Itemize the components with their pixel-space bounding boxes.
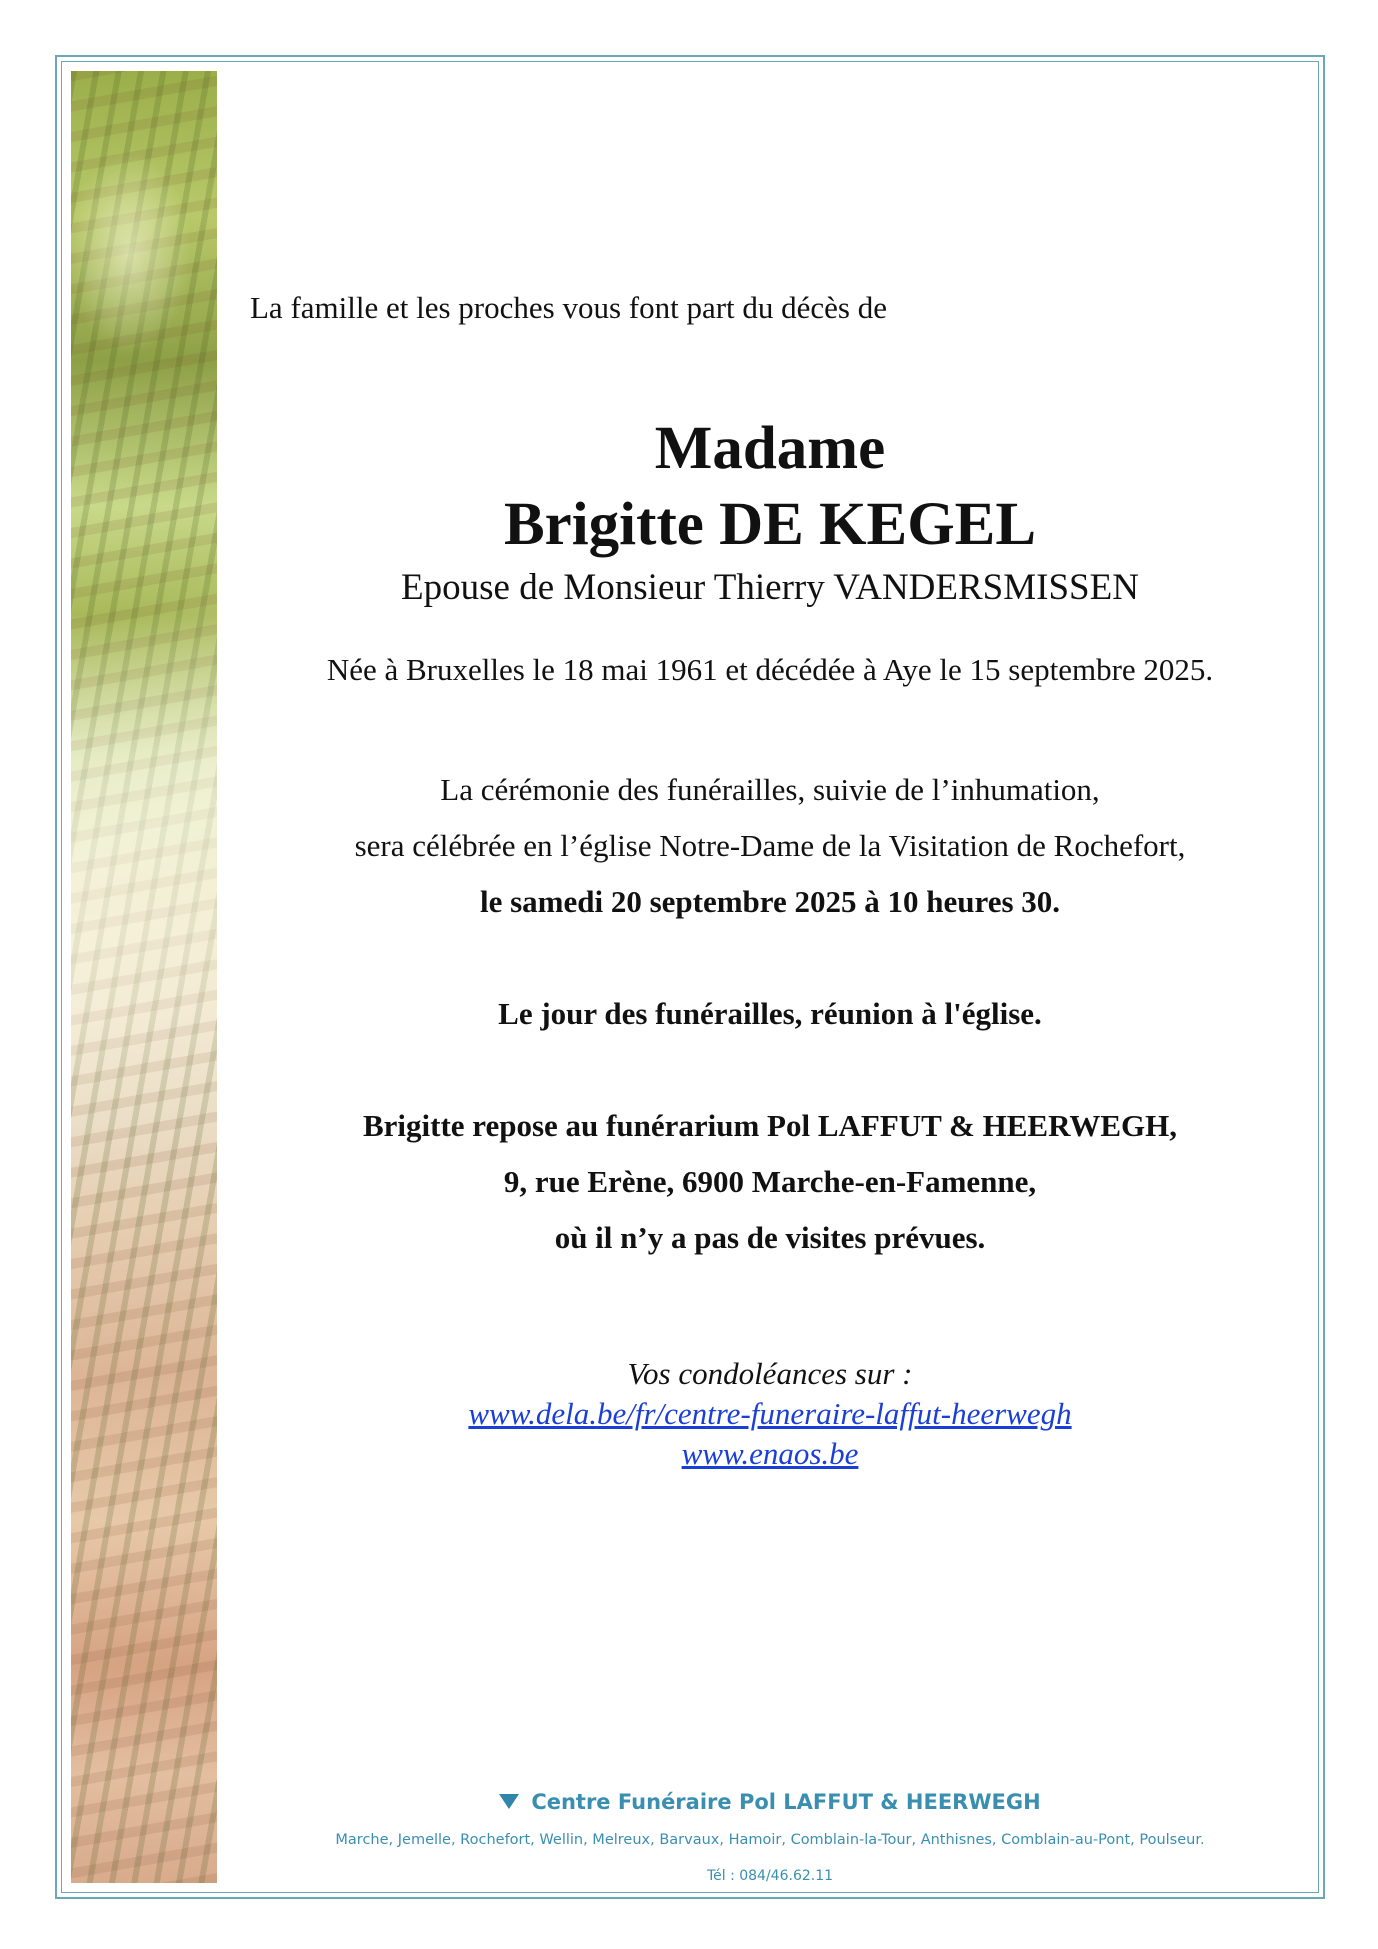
intro-text: La famille et les proches vous font part du décès de [250, 290, 887, 325]
repose-visits: où il n’y a pas de visites prévues. [554, 1220, 986, 1255]
birth-death-dates: Née à Bruxelles le 18 mai 1961 et décédée à Aye le 15 septembre 2025. [326, 652, 1214, 687]
sunlight-rays-overlay [71, 71, 217, 1883]
repose-address: 9, rue Erène, 6900 Marche-en-Famenne, [503, 1164, 1037, 1199]
footer-towns: Marche, Jemelle, Rochefort, Wellin, Melreux, Barvaux, Hamoir, Comblain-la-Tour, Anthisnes, Comblain-au-Pont, Poulseur. [335, 1832, 1205, 1848]
footer-company-name: Centre Funéraire Pol LAFFUT & HEERWEGH [531, 1790, 1041, 1814]
footer-phone: Tél : 084/46.62.11 [706, 1868, 834, 1884]
title-honorific: Madame [654, 415, 886, 482]
ceremony-line-2: sera célébrée en l’église Notre-Dame de la Visitation de Rochefort, [354, 828, 1186, 863]
ceremony-datetime: le samedi 20 septembre 2025 à 10 heures 30. [479, 884, 1061, 919]
condolences-label: Vos condoléances sur : [627, 1356, 913, 1391]
deceased-name: Brigitte DE KEGEL [503, 491, 1037, 558]
inner-border [61, 61, 1319, 1893]
condolences-link-enaos[interactable]: www.enaos.be [681, 1436, 859, 1471]
condolences-link-dela[interactable]: www.dela.be/fr/centre-funeraire-laffut-heerwegh [468, 1396, 1072, 1431]
ceremony-line-1: La cérémonie des funérailles, suivie de l’inhumation, [440, 772, 1100, 807]
repose-line-1: Brigitte repose au funérarium Pol LAFFUT & HEERWEGH, [362, 1108, 1178, 1143]
reunion-notice: Le jour des funérailles, réunion à l'église. [498, 996, 1042, 1031]
triangle-down-icon [499, 1794, 519, 1809]
footer-company [220, 1790, 1320, 1814]
spouse-line: Epouse de Monsieur Thierry VANDERSMISSEN [401, 567, 1139, 608]
